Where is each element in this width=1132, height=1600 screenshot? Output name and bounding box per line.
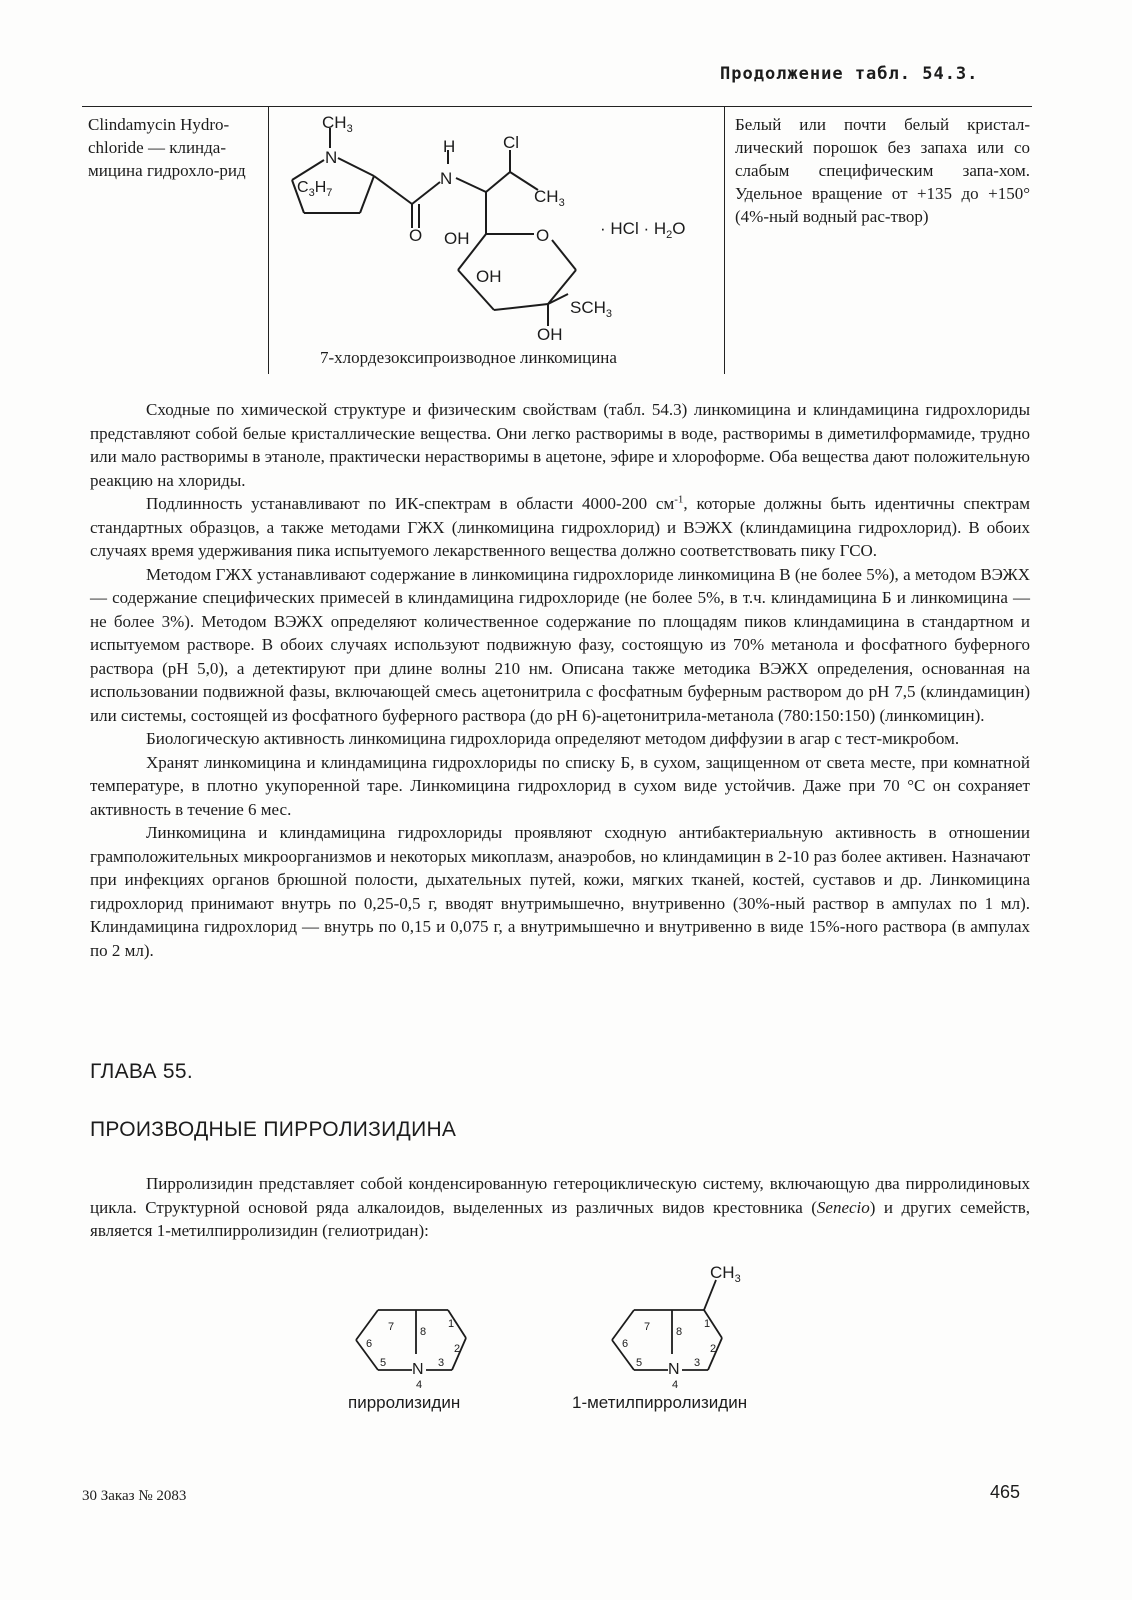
amide-hydrogen-label: H — [443, 137, 456, 156]
table-continuation-title: Продолжение табл. 54.3. — [720, 64, 979, 84]
paragraph-6: Линкомицина и клиндамицина гидрохлориды проявляют сходную антибактериальную активность в отношении грамположительных микроорганизмов и некоторых микоплазм, анаэробов, но клиндамицин в 2-10 раз более активен. Назначают при инфекциях органов брюшной полости, дыхательных путей, кожи, мягких тканей, костей, суставов и др. Линкомицина гидрохлорид принимают внутрь по 0,25-0,5 г, вводят внутримышечно, внутривенно (30%-ный раствор в ампулах по 1 мл). Клиндамицина гидрохлорид — внутрь по 0,15 и 0,075 г, а внутримышечно и внутривенно в виде 15%-ного раствора (в ампулах по 2 мл). — [90, 823, 1030, 960]
chapter-title: ПРОИЗВОДНЫЕ ПИРРОЛИЗИДИНА — [90, 1118, 457, 1141]
svg-text:2: 2 — [710, 1343, 717, 1355]
svg-text:8: 8 — [676, 1326, 683, 1338]
methylpyrrolizidine-label: 1-метилпирролизидин — [572, 1393, 748, 1412]
svg-text:3: 3 — [438, 1357, 445, 1369]
body-text — [90, 398, 1030, 962]
table-top-rule — [82, 106, 1032, 107]
svg-text:4: 4 — [672, 1379, 679, 1390]
paragraph-4: Биологическую активность линкомицина гидрохлорида определяют методом диффузии в агар с тест-микробом. — [146, 729, 960, 748]
structure-caption: 7-хлордезоксипроизводное линкомицина — [320, 348, 617, 367]
svg-text:7: 7 — [644, 1321, 651, 1333]
thiomethyl-label: $SCH_3$ — [570, 298, 613, 320]
pyrrolizidine-structure — [340, 1290, 500, 1390]
svg-text:4: 4 — [416, 1379, 423, 1390]
svg-text:1: 1 — [704, 1318, 711, 1330]
ring-oxygen-label: O — [536, 226, 550, 245]
hydroxyl-label-3: OH — [537, 325, 563, 344]
paragraph-5: Хранят линкомицина и клиндамицина гидрохлориды по списку Б, в сухом, защищенном от света месте, при комнатной температуре, в плотно укупоренной таре. Линкомицина гидрохлорид в сухом виде устойчив. Даже при 70 °С он сохраняет активность в течение 6 мес. — [90, 752, 1030, 819]
intro-paragraph: Пирролизидин представляет собой конденсированную гетероциклическую систему, включающую два пирролидиновых цикла. Структурной основой ряда алкалоидов, выделенных из различных видов крестовника (Senecio) и других семейств, является 1-метилпирролизидин (гелиотридан): — [90, 1174, 1030, 1240]
carbonyl-oxygen-label: O — [409, 226, 423, 245]
clindamycin-structure — [272, 108, 722, 346]
hydroxyl-label-2: OH — [476, 267, 502, 286]
pyrrolizidine-label: пирролизидин — [348, 1393, 461, 1412]
svg-text:8: 8 — [420, 1326, 427, 1338]
svg-text:3: 3 — [694, 1357, 701, 1369]
table-column-divider-2 — [724, 106, 725, 374]
paragraph-1: Сходные по химической структуре и физическим свойствам (табл. 54.3) линкомицина и клиндамицина гидрохлориды представляют собой белые кристаллические вещества. Они легко растворимы в воде, растворимы в диметилформамиде, трудно или мало растворимы в этаноле, практически нерастворимы в ацетоне, эфире и хлороформе. Оба вещества дают положительную реакцию на хлориды. — [90, 400, 1030, 490]
svg-text:5: 5 — [380, 1357, 387, 1369]
hydroxyl-label-1: OH — [444, 229, 470, 248]
svg-text:2: 2 — [454, 1343, 461, 1355]
footer-order-info: 30 Заказ № 2083 — [82, 1488, 187, 1504]
svg-text:1: 1 — [448, 1318, 455, 1330]
svg-text:N: N — [668, 1361, 680, 1378]
chlorine-label: Cl — [503, 133, 520, 152]
svg-text:6: 6 — [622, 1338, 629, 1350]
svg-text:7: 7 — [388, 1321, 395, 1333]
ring-nitrogen-label: N — [325, 148, 338, 167]
methylpyrrolizidine-structure — [596, 1258, 766, 1390]
page-number: 465 — [990, 1482, 1021, 1502]
methyl-label: $CH_3$ — [534, 187, 565, 209]
propyl-label: $C_3H_7$ — [297, 179, 333, 199]
methyl-group-label: $CH_3$ — [710, 1263, 741, 1285]
chapter-number: ГЛАВА 55. — [90, 1060, 194, 1083]
drug-description-cell: Белый или почти белый кристал-лический порошок без запаха или со слабым специфическим запа-хом. Удельное вращение от +135 до +150° (4%-ный водный рас-твор) — [735, 115, 1030, 226]
paragraph-3: Методом ГЖХ устанавливают содержание в линкомицина гидрохлориде линкомицина В (не более 5%), а методом ВЭЖХ — содержание специфических примесей в клиндамицина гидрохлориде (не более 5%, в т.ч. клиндамицина Б и линкомицина — не более 3%). Методом ВЭЖХ определяют количественное содержание по площадям пиков клиндамицина в стандартном и испытуемом растворе. В обоих случаях используют подвижную фазу, состоящую из 70% метанола и фосфатного буферного раствора (pH 5,0), а детектируют при длине волны 210 нм. Описана также методика ВЭЖХ определения, основанная на использовании подвижной фазы, включающей смесь ацетонитрила с фосфатным буферным раствором до pH 7,5 (клиндамицин) или системы, состоящей из фосфатного буферного раствора (до pH 6)-ацетонитрила-метанола (780:150:150) (линкомицин). — [90, 564, 1030, 725]
svg-text:N: N — [412, 1361, 424, 1378]
amide-nitrogen-label: N — [440, 169, 453, 188]
ch3-label: $CH_3$ — [322, 113, 353, 135]
table-column-divider-1 — [268, 106, 269, 374]
drug-name-cell: Clindamycin Hydro-chloride — клинда-мицина гидрохло-рид — [88, 115, 246, 180]
salt-label: · HCl · $H_2O$ — [600, 219, 686, 241]
paragraph-2: Подлинность устанавливают по ИК-спектрам в области 4000-200 $см^{-1}$, которые должны быть идентичны спектрам стандартных образцов, а также методами ГЖХ (линкомицина гидрохлорид) и ВЭЖХ (клиндамицина гидрохлорид). В обоих случаях время удерживания пика испытуемого лекарственного вещества должно соответствовать пику ГСО. — [90, 493, 1031, 560]
svg-text:6: 6 — [366, 1338, 373, 1350]
svg-text:5: 5 — [636, 1357, 643, 1369]
